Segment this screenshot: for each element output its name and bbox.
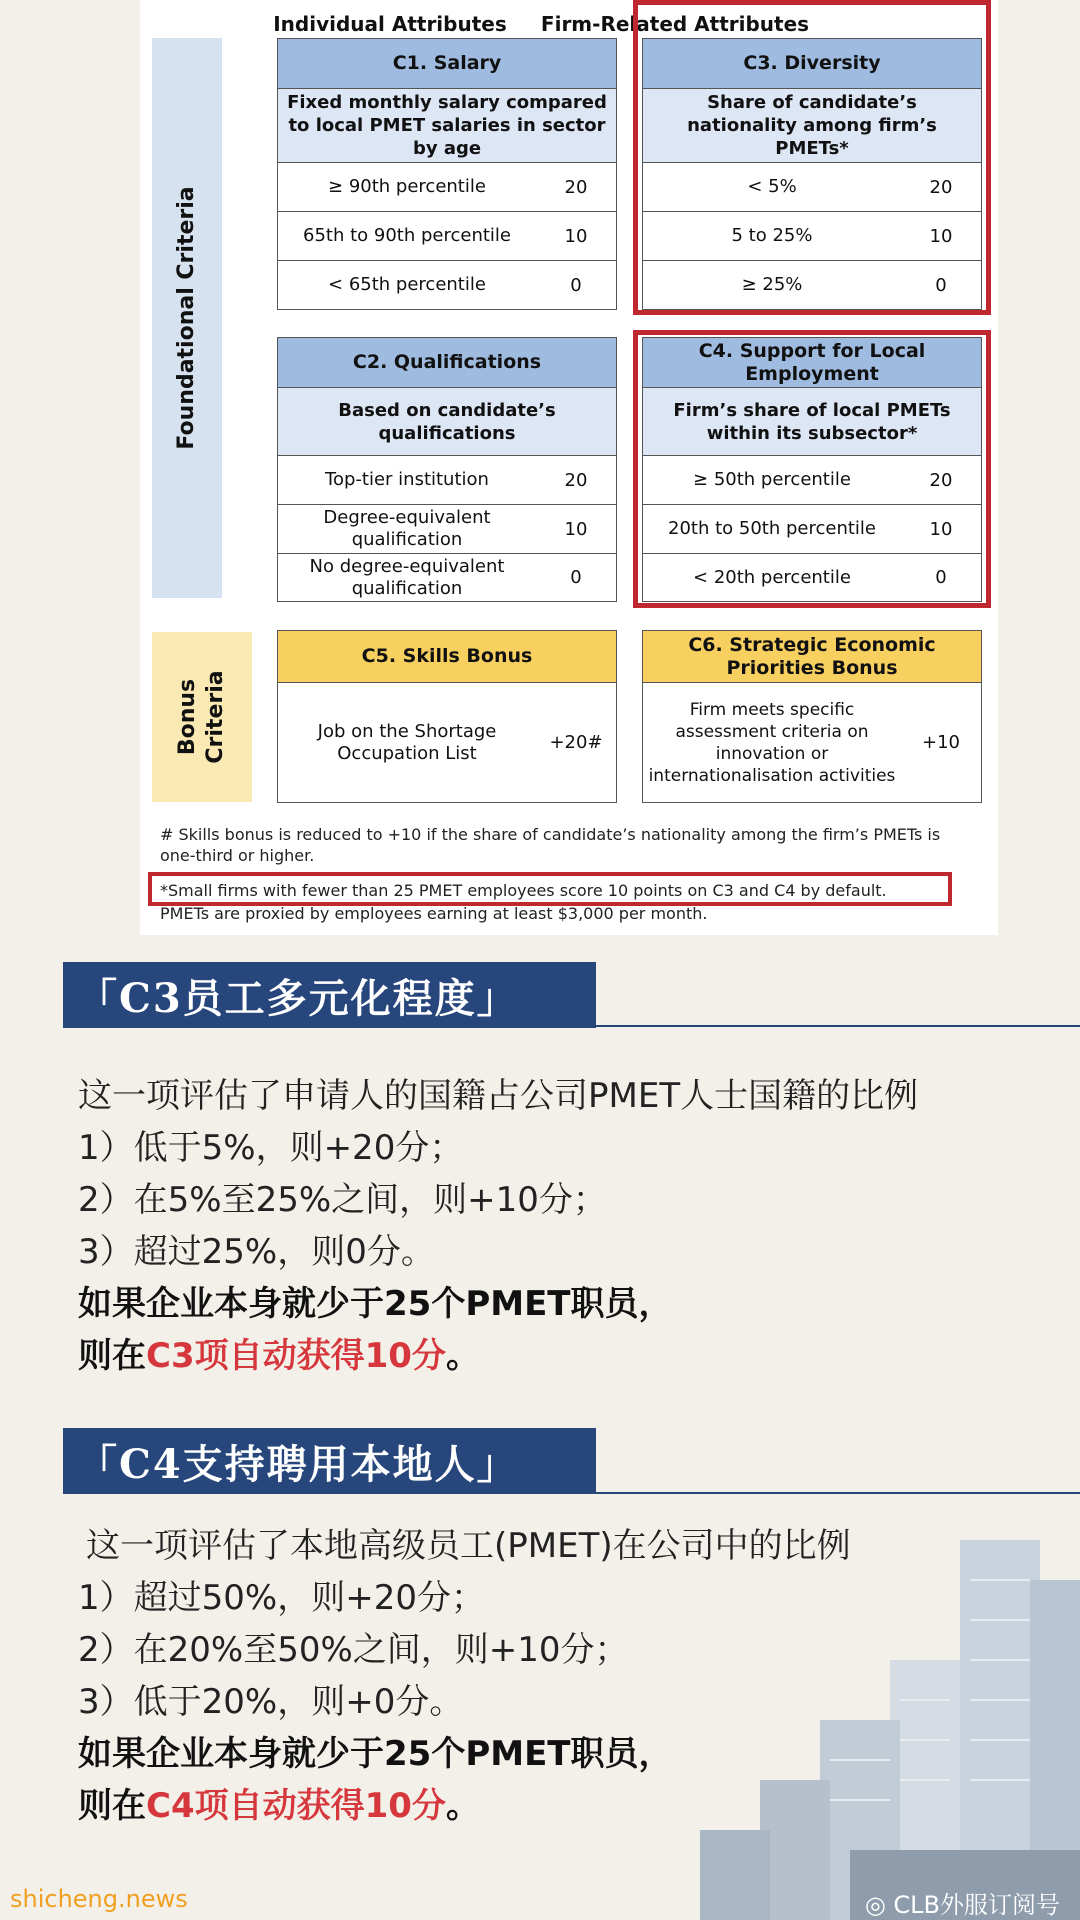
c5-title: C5. Skills Bonus	[278, 631, 616, 683]
individual-attributes-header: Individual Attributes	[273, 12, 507, 36]
watermark-left: shicheng.news	[10, 1885, 188, 1913]
footnote-pmet-definition: PMETs are proxied by employees earning at least $3,000 per month.	[160, 904, 708, 923]
firm-attributes-header: Firm-Related Attributes	[540, 12, 810, 36]
section-title-c4: 「C4支持聘用本地人」	[63, 1428, 596, 1494]
wechat-icon: ◎	[864, 1891, 886, 1919]
c4-description-text: 这一项评估了本地高级员工(PMET)在公司中的比例 1）超过50%，则+20分； 2）在20%至50%之间，则+10分； 3）低于20%，则+0分。 如果企业本身就少于25个PMET职员， 则在C4项自动获得10分。	[78, 1526, 851, 1826]
table-row: 65th to 90th percentile 10	[278, 212, 616, 261]
section-divider	[63, 1492, 1080, 1494]
table-row: ≥ 90th percentile 20	[278, 163, 616, 212]
table-row: < 65th percentile 0	[328, 274, 582, 296]
c6-row: Firm meets specific assessment criteria on innovation or internationalisation activities +10	[648, 699, 960, 786]
footnote-small-firms: *Small firms with fewer than 25 PMET employees score 10 points on C3 and C4 by default.	[160, 881, 887, 900]
c3-description: Share of candidate’s nationality among firm’s PMETs*	[643, 89, 981, 163]
c1-description: Fixed monthly salary compared to local PMET salaries in sector by age	[278, 89, 616, 163]
section-title-c3: 「C3员工多元化程度」	[63, 962, 596, 1028]
c2-qualifications-card	[277, 337, 617, 602]
c1-title: C1. Salary	[278, 39, 616, 89]
c4-highlight-box	[633, 330, 991, 608]
footnote-skills: # Skills bonus is reduced to +10 if the share of candidate’s nationality among the firm’s PMETs is one-third or higher.	[160, 825, 941, 865]
table-row: ≥ 25% 0	[741, 274, 947, 296]
table-row: < 5% 20	[643, 163, 981, 212]
c4-title: C4. Support for Local Employment	[643, 338, 981, 388]
table-row: No degree-equivalent qualification 0	[309, 555, 582, 599]
criteria-figure	[140, 0, 998, 935]
table-row: Degree-equivalent qualification 10	[278, 505, 616, 554]
section-divider	[63, 1025, 1080, 1027]
c3-highlight-box	[633, 0, 991, 315]
c1-salary-card	[277, 38, 617, 310]
table-row: ≥ 50th percentile 20	[643, 456, 981, 505]
c2-description: Based on candidate’s qualifications	[278, 388, 616, 456]
watermark-right: ◎ CLB外服订阅号	[864, 1891, 1060, 1919]
c5-skills-bonus-card	[277, 630, 617, 803]
table-row: < 20th percentile 0	[693, 566, 947, 588]
c3-title: C3. Diversity	[643, 39, 981, 89]
c6-strategic-bonus-card	[642, 630, 982, 803]
table-row: Top-tier institution 20	[278, 456, 616, 505]
table-row: 5 to 25% 10	[643, 212, 981, 261]
c2-title: C2. Qualifications	[278, 338, 616, 388]
footnote-highlight-box	[148, 872, 952, 906]
c5-row: Job on the Shortage Occupation List +20#	[317, 720, 603, 764]
bonus-side-label: Bonus Criteria	[152, 632, 252, 802]
c3-description-text: 这一项评估了申请人的国籍占公司PMET人士国籍的比例 1）低于5%，则+20分； 2）在5%至25%之间，则+10分； 3）超过25%，则0分。 如果企业本身就少于25个PMET职员， 则在C3项自动获得10分。	[78, 1076, 919, 1376]
table-row: 20th to 50th percentile 10	[643, 505, 981, 554]
c4-description: Firm’s share of local PMETs within its subsector*	[643, 388, 981, 456]
foundational-side-label: Foundational Criteria	[152, 38, 222, 598]
c6-title: C6. Strategic Economic Priorities Bonus	[643, 631, 981, 683]
